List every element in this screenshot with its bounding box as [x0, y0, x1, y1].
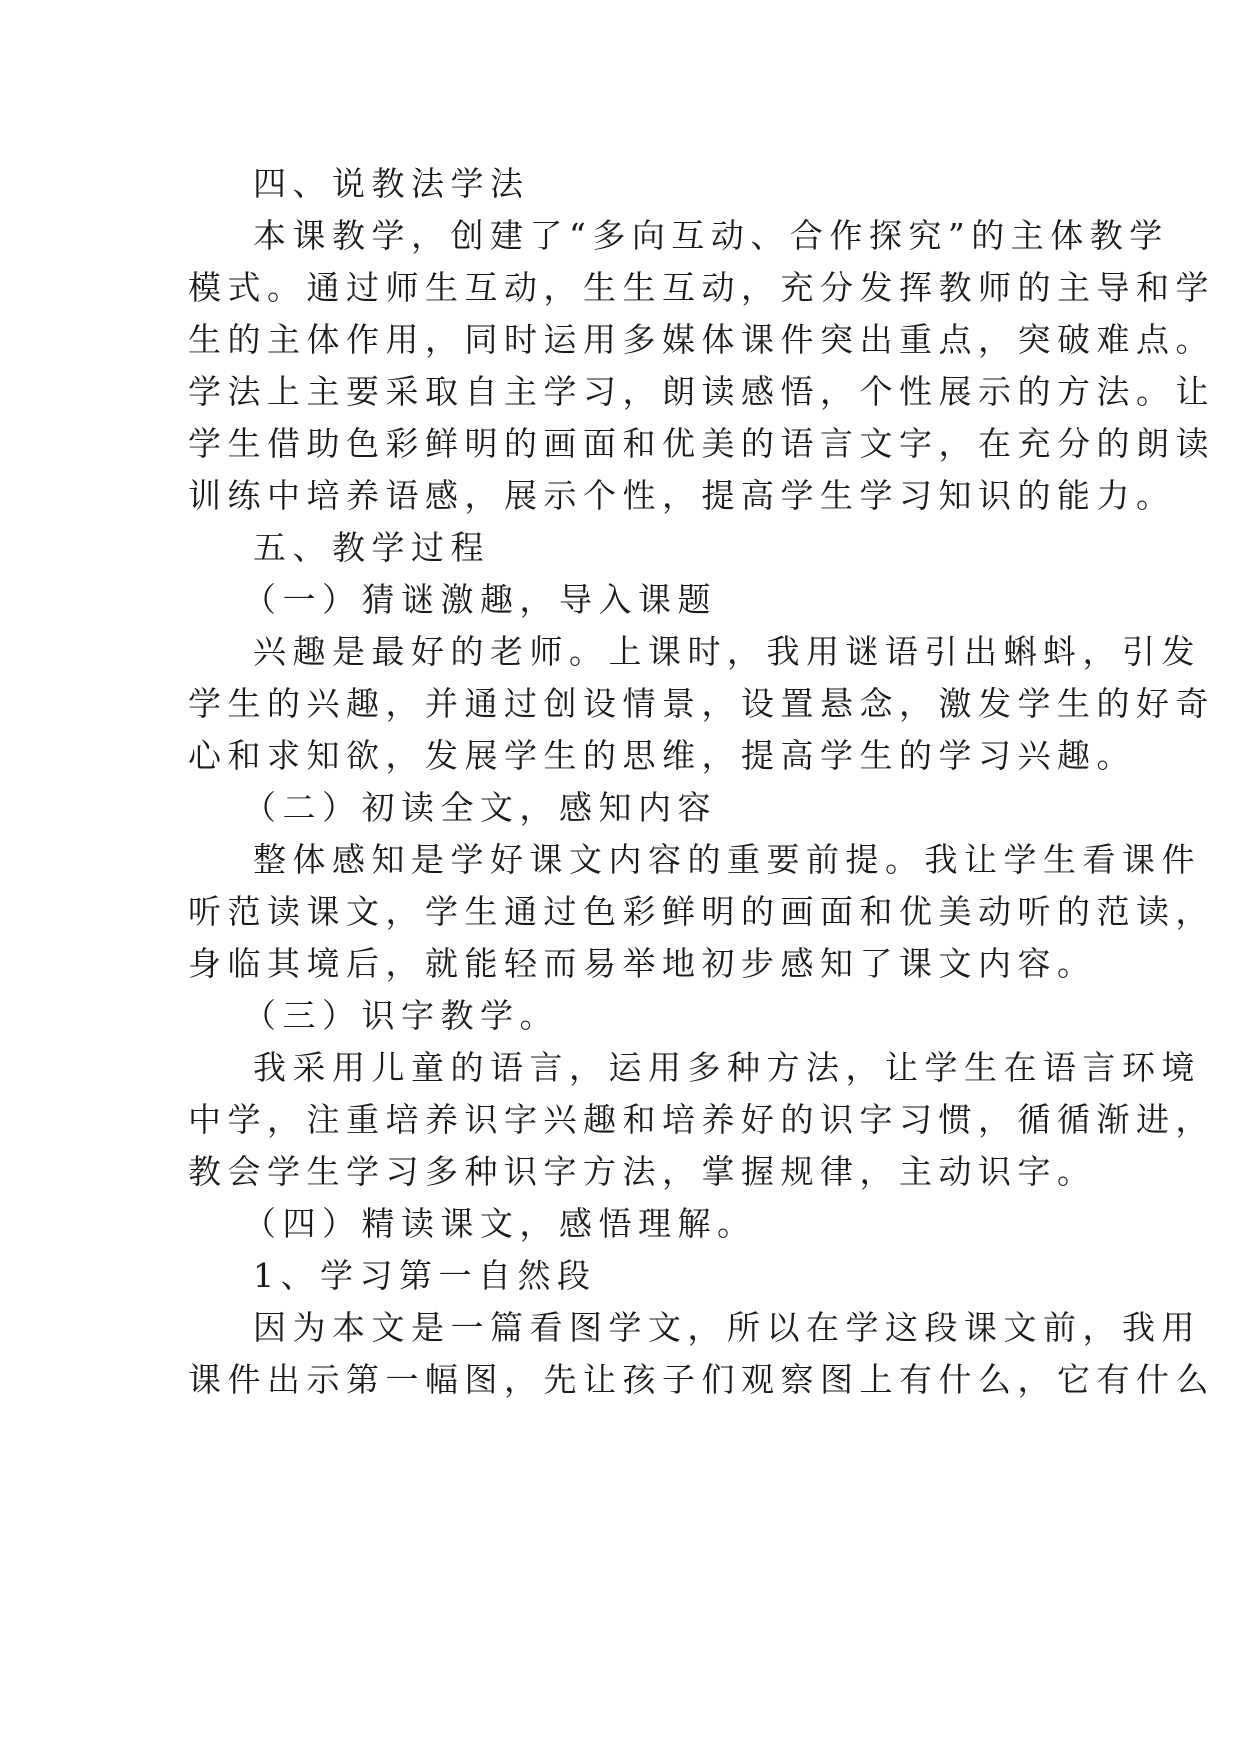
- subheading-literacy: （三）识字教学。: [243, 996, 559, 1035]
- subheading-riddle-intro: （一）猜谜激趣，导入课题: [243, 580, 717, 619]
- paragraph-line: 整体感知是学好课文内容的重要前提。我让学生看课件: [253, 840, 1201, 879]
- paragraph-line: 听范读课文，学生通过色彩鲜明的画面和优美动听的范读，: [188, 892, 1215, 931]
- paragraph-line: 训练中培养语感，展示个性，提高学生学习知识的能力。: [188, 476, 1176, 515]
- paragraph-line: 兴趣是最好的老师。上课时，我用谜语引出蝌蚪，引发: [253, 632, 1201, 671]
- paragraph-line: 我采用儿童的语言，运用多种方法，让学生在语言环境: [253, 1048, 1201, 1087]
- paragraph-line: 学生借助色彩鲜明的画面和优美的语言文字，在充分的朗读: [188, 424, 1215, 463]
- paragraph-line: 教会学生学习多种识字方法，掌握规律，主动识字。: [188, 1152, 1097, 1191]
- subheading-close-reading: （四）精读课文，感悟理解。: [243, 1204, 757, 1243]
- paragraph-line: 模式。通过师生互动，生生互动，充分发挥教师的主导和学: [188, 268, 1215, 307]
- paragraph-line: 学生的兴趣，并通过创设情景，设置悬念，激发学生的好奇: [188, 684, 1215, 723]
- paragraph-line: 本课教学，创建了“多向互动、合作探究”的主体教学: [253, 216, 1169, 255]
- numbered-heading: 1、学习第一自然段: [253, 1256, 597, 1295]
- paragraph-line: 中学，注重培养识字兴趣和培养好的识字习惯，循循渐进，: [188, 1100, 1215, 1139]
- paragraph-line: 身临其境后，就能轻而易举地初步感知了课文内容。: [188, 944, 1097, 983]
- section-heading-teaching-process: 五、教学过程: [253, 528, 490, 567]
- section-heading-teaching-methods: 四、说教法学法: [253, 164, 530, 203]
- paragraph-line: 心和求知欲，发展学生的思维，提高学生的学习兴趣。: [188, 736, 1136, 775]
- paragraph-line: 因为本文是一篇看图学文，所以在学这段课文前，我用: [253, 1308, 1201, 1347]
- subheading-first-reading: （二）初读全文，感知内容: [243, 788, 717, 827]
- paragraph-line: 课件出示第一幅图，先让孩子们观察图上有什么，它有什么: [188, 1360, 1215, 1399]
- paragraph-line: 学法上主要采取自主学习，朗读感悟，个性展示的方法。让: [188, 372, 1215, 411]
- paragraph-line: 生的主体作用，同时运用多媒体课件突出重点，突破难点。: [188, 320, 1215, 359]
